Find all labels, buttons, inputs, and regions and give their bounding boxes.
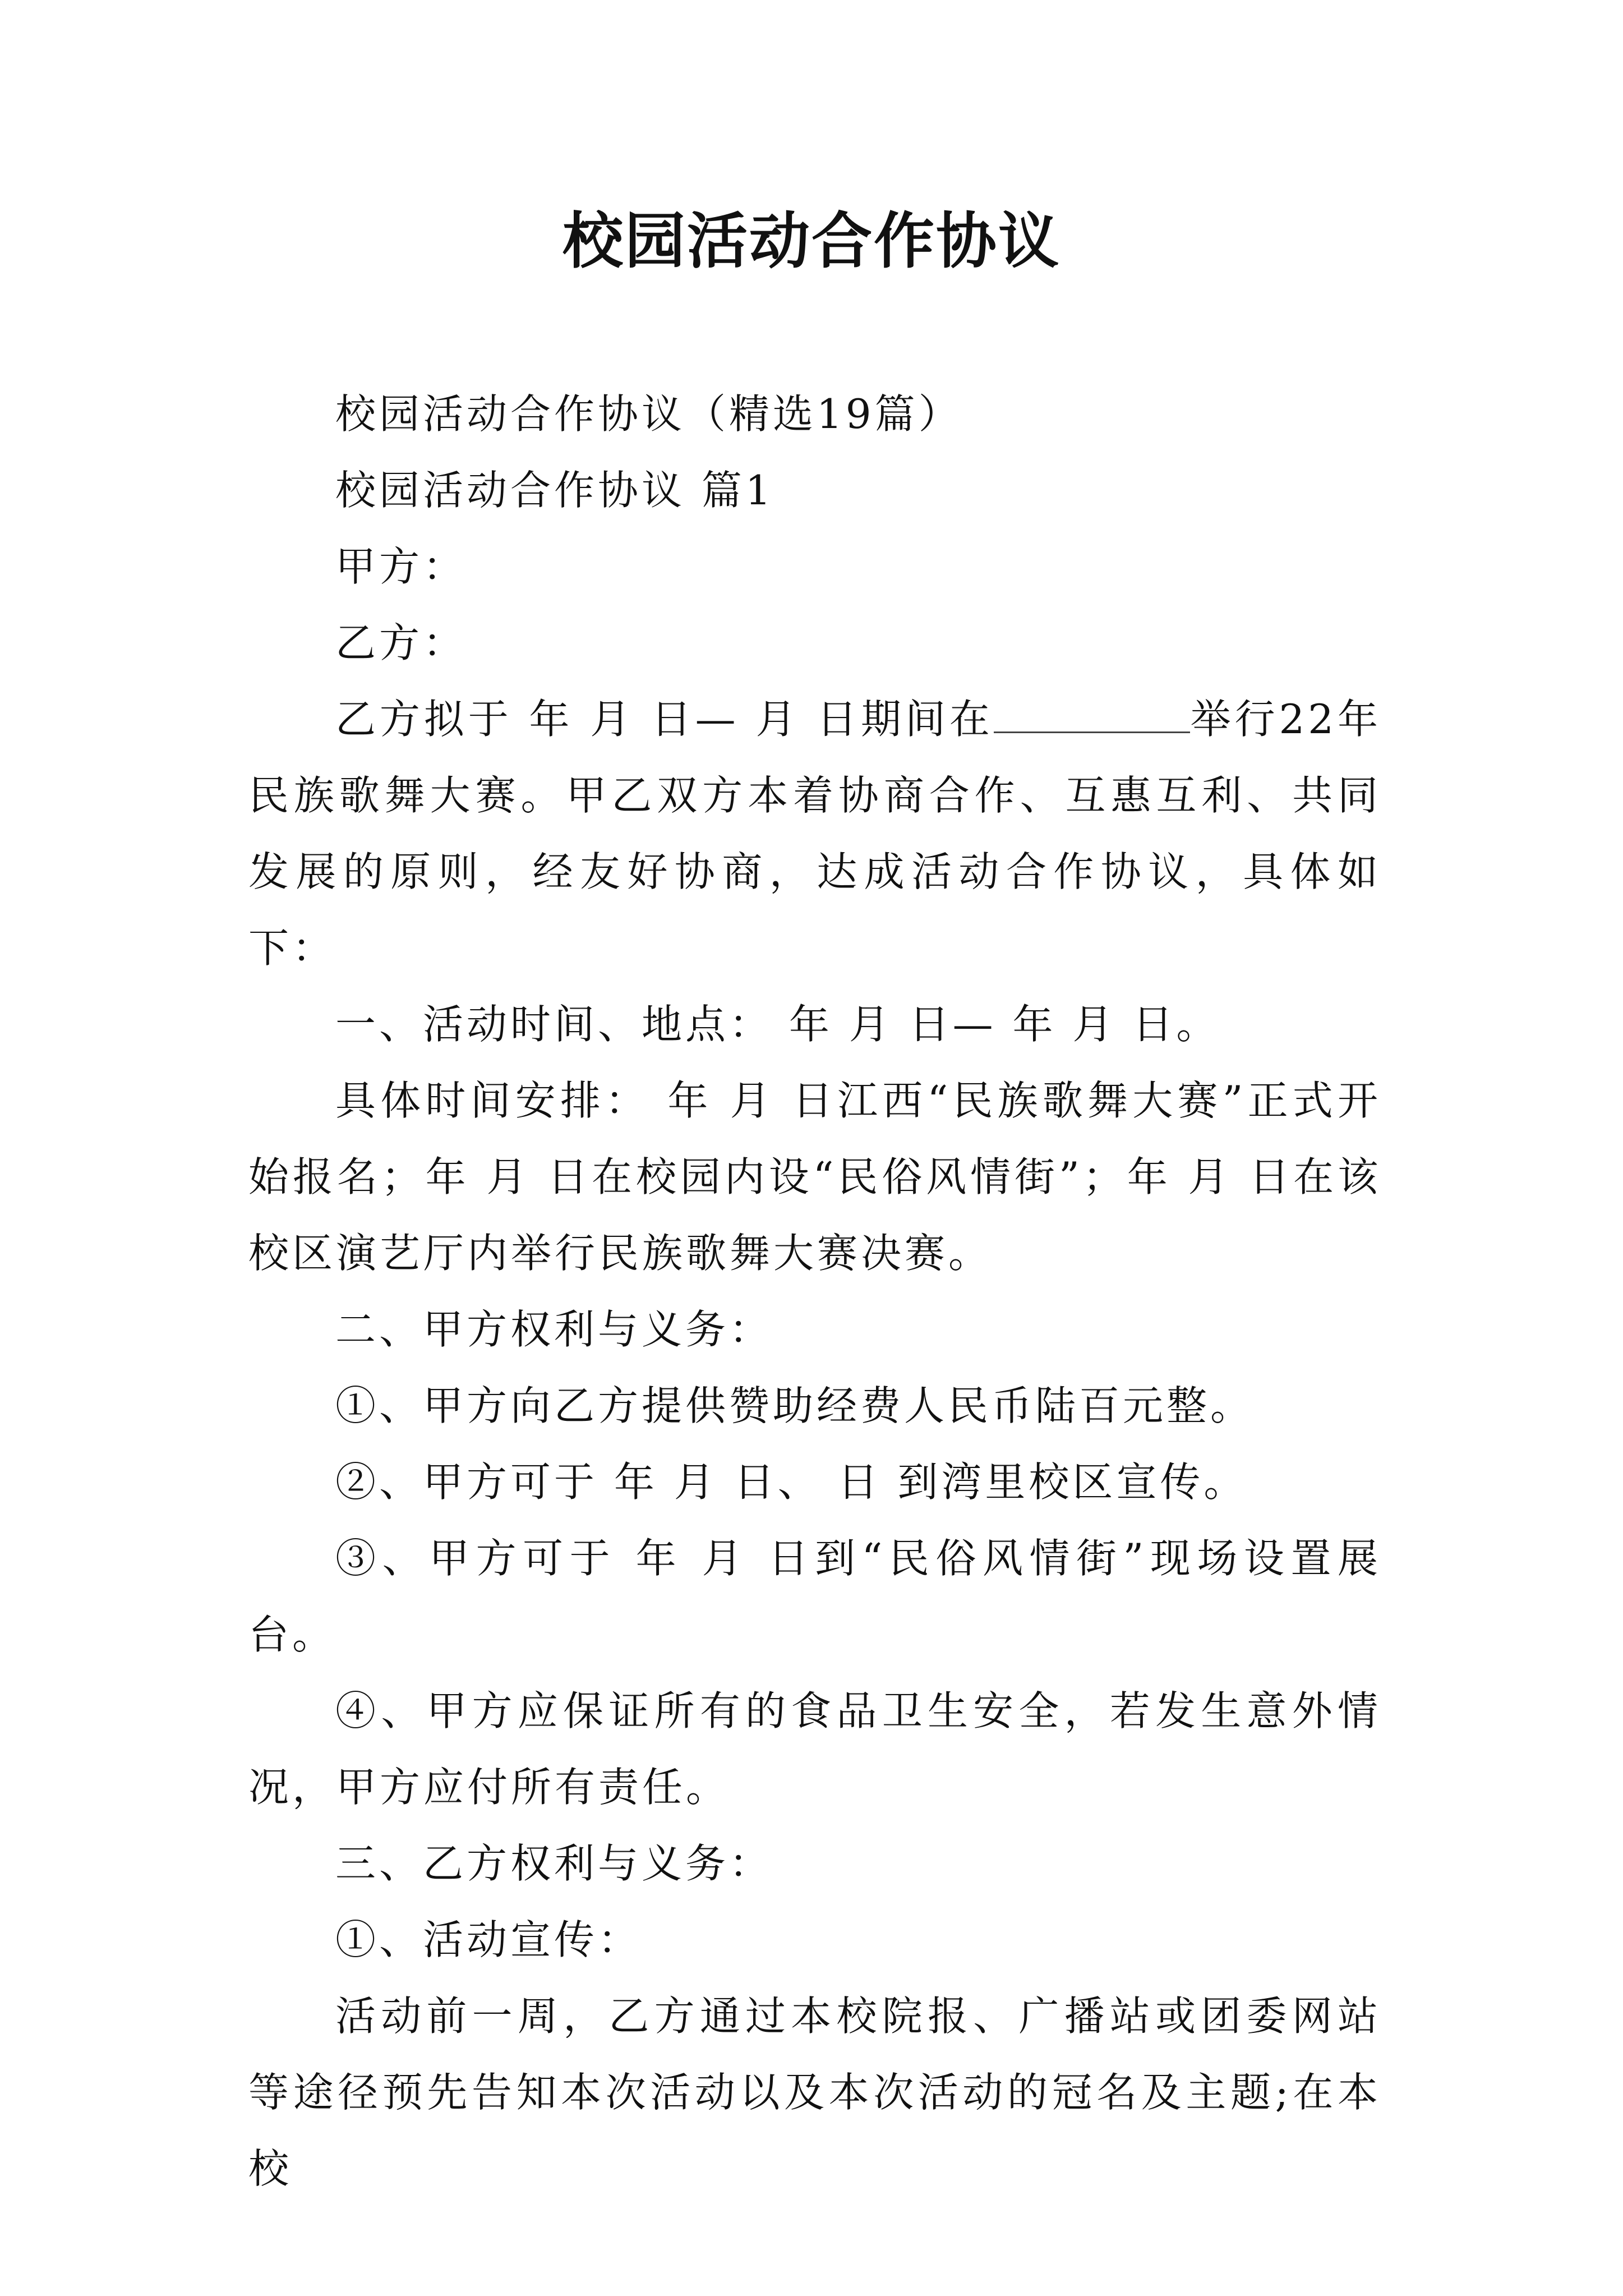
paragraph-party-b: 乙方： [335, 619, 467, 666]
document-body [248, 376, 1381, 2207]
paragraph-clause-2-item-2: ②、甲方可于 年 月 日、 日 到湾里校区宣传。 [335, 1458, 1248, 1506]
paragraph-subtitle: 校园活动合作协议（精选19篇） [335, 390, 962, 438]
document-title: 校园活动合作协议 [562, 206, 1061, 277]
paragraph-clause-2-item-4: ④、甲方应保证所有的食品卫生安全，若发生意外情况，甲方应付所有责任。 [248, 1687, 1381, 1811]
paragraph-section-heading: 校园活动合作协议 篇1 [335, 467, 774, 514]
paragraph-publicity: 活动前一周，乙方通过本校院报、广播站或团委网站等途径预先告知本次活动以及本次活动的冠名及主题;在本校 [248, 1993, 1381, 2192]
paragraph-schedule: 具体时间安排： 年 月 日江西“民族歌舞大赛”正式开始报名；年 月 日在校园内设“民俗风情街”；年 月 日在该校区演艺厅内举行民族歌舞大赛决赛。 [248, 1077, 1381, 1277]
paragraph-clause-2-heading: 二、甲方权利与义务： [335, 1306, 773, 1353]
fill-in-blank-line [994, 698, 1190, 733]
paragraph-clause-3-heading: 三、乙方权利与义务： [335, 1840, 773, 1887]
event-intro-text-after: 举行22年民族歌舞大赛。甲乙双方本着协商合作、互惠互利、共同发展的原则，经友好协商，达成活动合作协议，具体如下： [248, 696, 1381, 972]
paragraph-clause-3-item-1: ①、活动宣传： [335, 1916, 642, 1963]
event-intro-text-before: 乙方拟于 年 月 日— 月 日期间在 [335, 696, 994, 743]
paragraph-party-a: 甲方： [335, 543, 467, 590]
paragraph-clause-2-item-3: ③、甲方可于 年 月 日到“民俗风情街”现场设置展台。 [248, 1535, 1381, 1658]
paragraph-clause-1-time-place: 一、活动时间、地点： 年 月 日— 年 月 日。 [335, 1001, 1220, 1048]
paragraph-event-intro [248, 681, 1381, 986]
paragraph-clause-2-item-1: ①、甲方向乙方提供赞助经费人民币陆百元整。 [335, 1382, 1255, 1429]
